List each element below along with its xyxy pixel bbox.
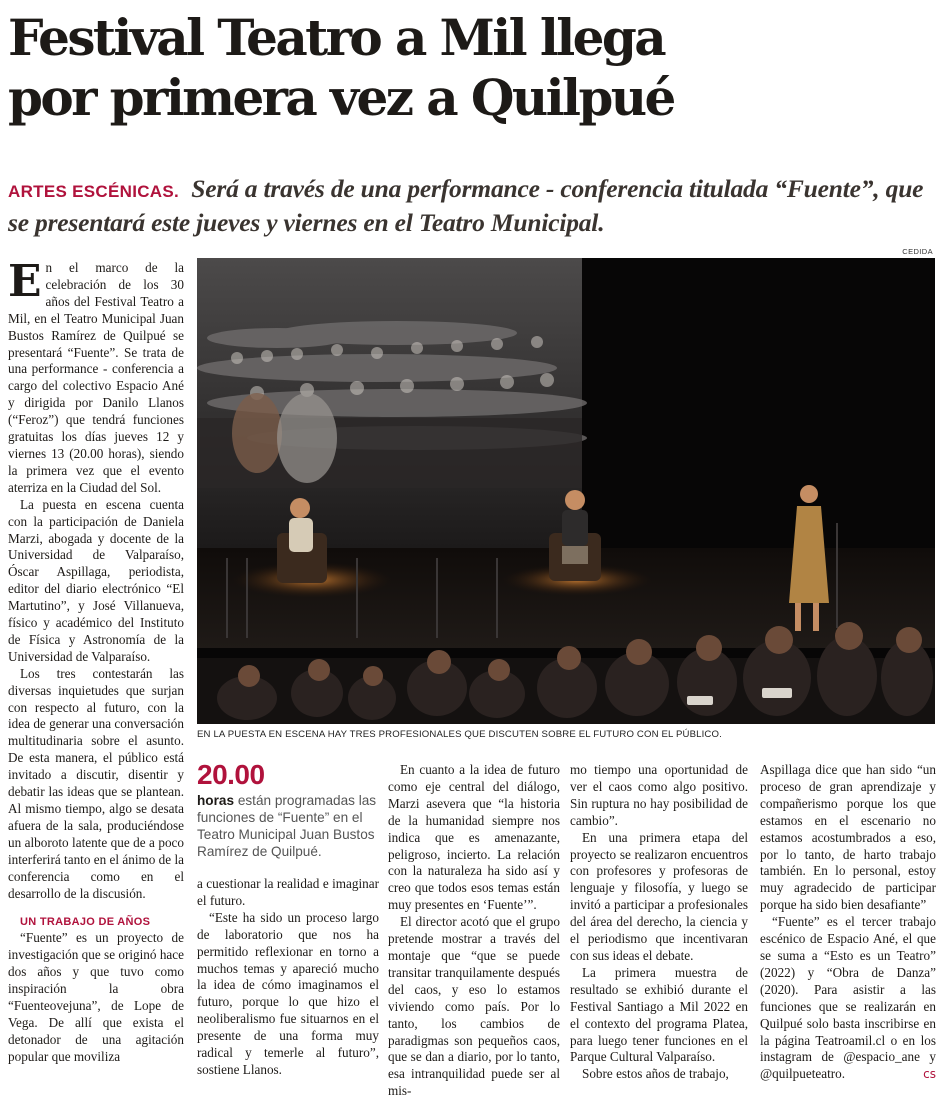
paragraph-intro [8, 256, 184, 497]
paragraph-3: Los tres contestarán las diversas inquietudes que surjan con respecto al futuro, con la idea de generar una conversación multitudinaria sobre el asunto. De esta manera, el público está invitado a discutir, disentir y debatir las ideas que se plantean. Al mismo tiempo, algo se desata afuera de la sala, produciéndose un alboroto latente que de a poco interferirá tanto en el ánimo de la conferencia como en el desarrollo de la discusión. [8, 665, 184, 901]
article-column-1 [8, 256, 184, 1066]
paragraph-6: “Este ha sido un proceso largo de laboratorio que nos ha permitido reflexionar en torno a muchos temas y apareció mucho la idea de cómo imaginamos el futuro, porque lo que hizo el neoliberalismo fue situarnos en el presente de una forma muy radical y temerle al futuro”, sostiene Llanos. [197, 909, 379, 1077]
deck-text: Será a través de una performance - conferencia titulada “Fuente”, que se presentará este jueves y viernes en el Teatro Municipal. [8, 174, 924, 237]
paragraph-14-text: “Fuente” es el tercer trabajo escénico de Espacio Ané, el que se suma a “Esto es un Teatro” (2022) y “Obra de Danza” (2020). Para asistir a las funciones que se realizarán en Quilpué solo basta inscribirse en la página Teatroamil.cl o en los instagram de @espacio_ane y @quilpueteatro. [760, 914, 936, 1082]
drop-cap: E [8, 256, 42, 307]
stage-photo-illustration [197, 258, 935, 724]
paragraph-9: mo tiempo una oportunidad de ver el caos como algo positivo. Sin ruptura no hay posibilidad de cambio”. [570, 762, 748, 828]
stage-photo [197, 258, 935, 724]
stat-description [197, 792, 377, 860]
paragraph-14 [760, 914, 936, 1083]
paragraph-8: El director acotó que el grupo pretende mostrar a través del montaje que “que se puede transitar tranquilamente después del caos, y eso lo estamos viviendo como país. Por lo tanto, los cambios de paradigmas son pequeños caos, que se dan a diario, por lo tanto, esa intranquilidad puede ser al mis- [388, 914, 560, 1099]
deck [8, 173, 938, 238]
headline-line-1: Festival Teatro a Mil llega [8, 8, 665, 67]
paragraph-10: En una primera etapa del proyecto se realizaron encuentros con profesores y profesoras de lenguaje y filosofía, y luego se invitó a participar a profesionales del área del derecho, la ciencia y el periodismo que incentivaran con sus ideas el debate. [570, 829, 748, 963]
section-kicker: ARTES ESCÉNICAS. [8, 182, 180, 201]
paragraph-4: “Fuente” es un proyecto de investigación que se originó hace dos años y que tuvo como inspiración la obra “Fuenteovejuna”, de Lope de Vega. De allí que exista el detonador de una agitación popular que moviliza [8, 930, 184, 1064]
paragraph-1: n el marco de la celebración de los 30 años del Festival Teatro a Mil, en el Teatro Municipal Juan Bustos Ramírez de Quilpué se presentará “Fuente”. Se trata de una performance - conferencia a cargo del colectivo Espacio Ané y dirigida por Danilo Llanos (“Feroz”) que tendrá funciones gratuitas los días jueves 12 y viernes 13 (20.00 horas), siendo la primera vez que el evento aterriza en la Ciudad del Sol. [8, 260, 184, 495]
stat-number: 20.00 [197, 759, 265, 790]
article-column-2 [197, 876, 379, 1079]
subheading: UN TRABAJO DE AÑOS [20, 916, 151, 929]
end-mark: cs [923, 1067, 936, 1082]
paragraph-11: La primera muestra de resultado se exhibió durante el Festival Santiago a Mil 2022 en el contexto del programa Platea, para luego tener funciones en el Parque Cultural Valparaíso. [570, 964, 748, 1065]
stat-unit: horas [197, 793, 235, 808]
headline [8, 8, 933, 128]
article-column-5 [760, 762, 936, 1083]
paragraph-13: Aspillaga dice que han sido “un proceso de gran aprendizaje y compañerismo porque los que estamos en el escenario no estamos acostumbrados a eso, por lo tanto, de harto trabajo también. En lo personal, estoy muy agradecido de participar porque ha sido bien desafiante” [760, 762, 936, 913]
paragraph-2: La puesta en escena cuenta con la participación de Daniela Marzi, abogada y docente de la Universidad de Valparaíso, Óscar Aspillaga, periodista, editor del diario electrónico “El Martutino”, y José Villanueva, físico y académico del Instituto de Física y Astronomía de la Universidad de Valparaíso. [8, 496, 184, 664]
article-column-3 [388, 762, 560, 1100]
paragraph-12: Sobre estos años de trabajo, [582, 1066, 729, 1082]
paragraph-7: En cuanto a la idea de futuro como eje central del diálogo, Marzi asevera que “la historia de la humanidad siempre nos indica que es amenazante, peligroso, incierto. La relación con la naturaleza ha sido así y creo que todos esos temas están muy presentes en ‘Fuente’”. [388, 762, 560, 913]
stat-callout [197, 758, 377, 860]
photo-credit: CEDIDA [902, 247, 933, 256]
paragraph-5: a cuestionar la realidad e imaginar el futuro. [197, 876, 379, 908]
headline-line-2: por primera vez a Quilpué [8, 68, 674, 127]
photo-caption: EN LA PUESTA EN ESCENA HAY TRES PROFESIONALES QUE DISCUTEN SOBRE EL FUTURO CON EL PÚBLICO. [197, 729, 722, 740]
stat-text: están programadas las funciones de “Fuente” en el Teatro Municipal Juan Bustos Ramírez de Quilpué. [197, 793, 377, 859]
article-column-4 [570, 762, 748, 1083]
